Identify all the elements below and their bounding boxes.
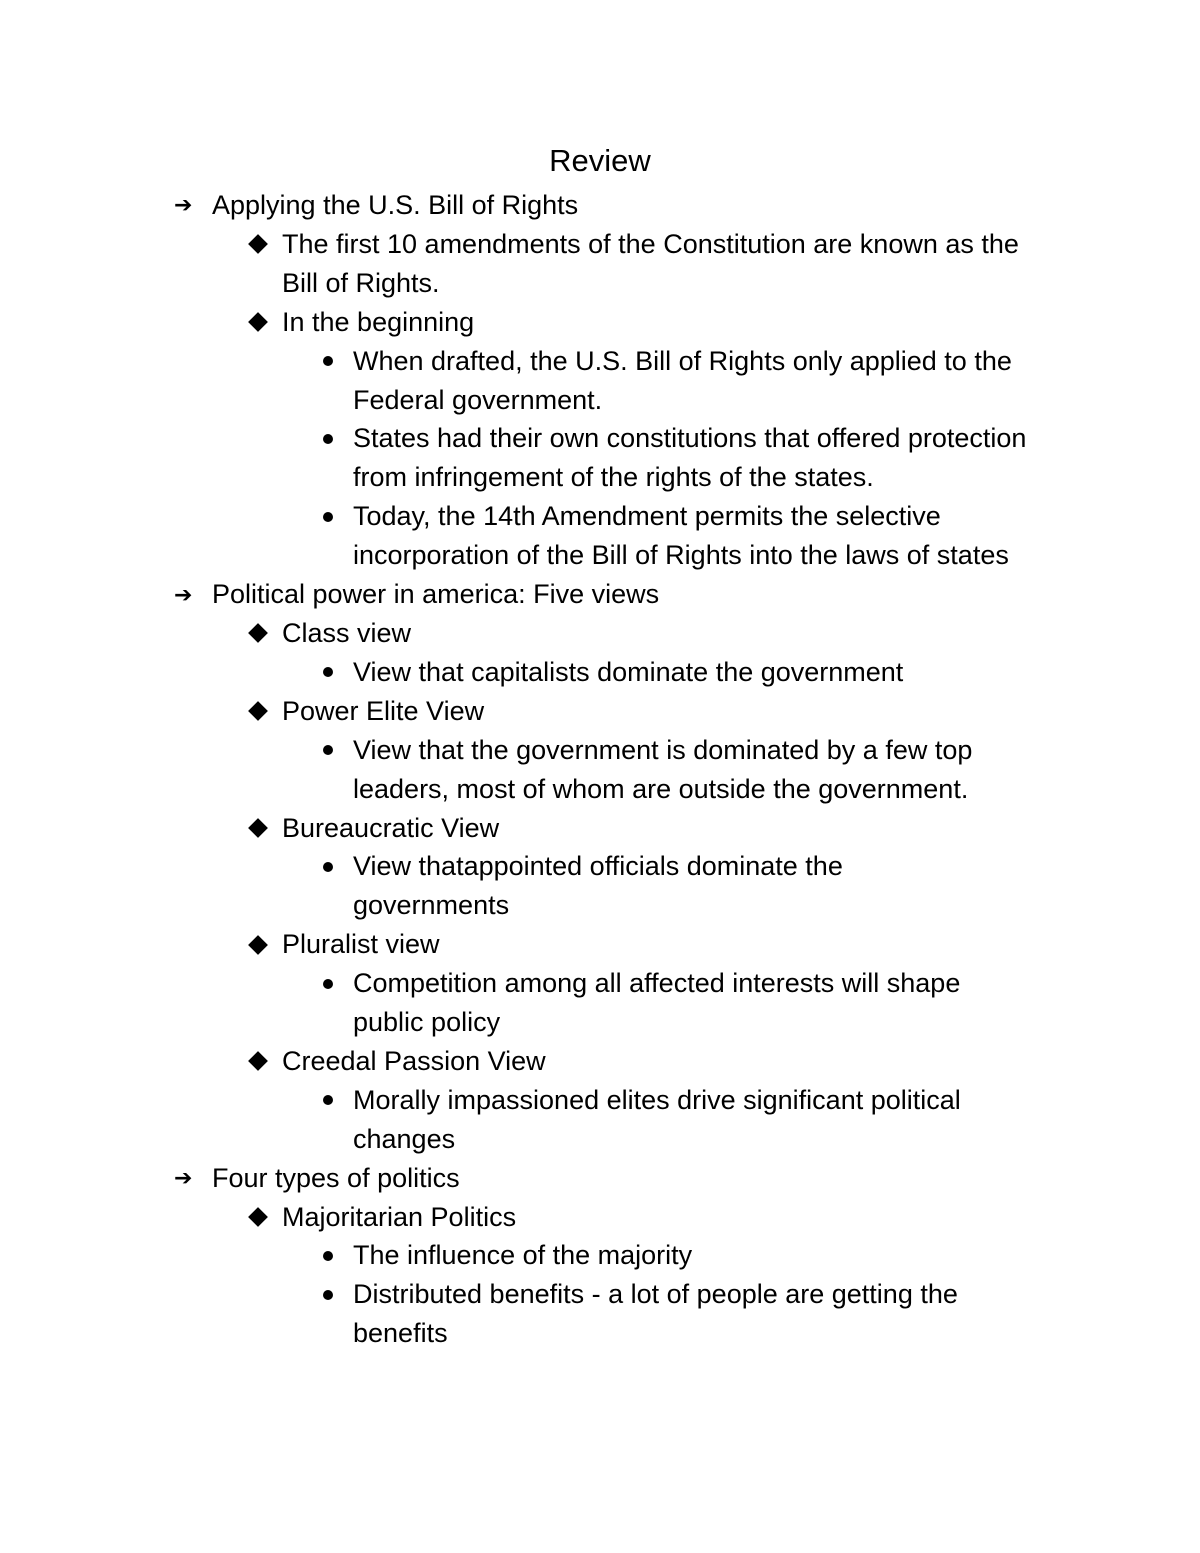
list-item — [0, 614, 1200, 653]
sub-list-item-text: View that capitalists dominate the government — [353, 656, 904, 687]
section-heading-text: Four types of politics — [212, 1162, 460, 1193]
sub-list-item — [0, 1275, 1200, 1353]
arrow-bullet-icon: ➔ — [174, 581, 193, 607]
sub-list-item — [0, 731, 1200, 809]
dot-bullet-icon — [319, 964, 353, 1003]
sub-list-item — [0, 1081, 1200, 1159]
dot-bullet-icon — [319, 653, 353, 692]
sub-list-item-text: Competition among all affected interests will shape public policy — [353, 968, 961, 1038]
dot-bullet-icon — [319, 1236, 353, 1275]
dot-bullet-icon — [319, 731, 353, 770]
sub-list-item-text: Morally impassioned elites drive significant political changes — [353, 1084, 961, 1154]
section-heading — [0, 575, 1200, 614]
sub-list-item-text: View that the government is dominated by a few top leaders, most of whom are outside the government. — [353, 734, 973, 804]
sub-list-item — [0, 964, 1200, 1042]
sub-list-item — [0, 653, 1200, 692]
diamond-bullet-icon — [246, 925, 282, 964]
list-item-text: Power Elite View — [282, 695, 485, 726]
sub-list-item — [0, 419, 1200, 497]
list-item-text: Majoritarian Politics — [282, 1201, 517, 1232]
dot-bullet-icon — [319, 847, 353, 886]
diamond-bullet-icon — [246, 303, 282, 342]
dot-bullet-icon — [319, 342, 353, 381]
arrow-bullet-icon: ➔ — [174, 1165, 193, 1191]
list-item — [0, 303, 1200, 342]
arrow-bullet-icon: ➔ — [174, 192, 193, 218]
section-heading-text: Applying the U.S. Bill of Rights — [212, 190, 579, 220]
sub-list-item-text: Distributed benefits - a lot of people are getting the benefits — [353, 1279, 958, 1349]
list-item — [0, 225, 1200, 303]
list-item — [0, 809, 1200, 848]
dot-bullet-icon — [319, 419, 353, 458]
diamond-bullet-icon — [246, 225, 282, 264]
section-heading — [0, 1159, 1200, 1198]
sub-list-item — [0, 342, 1200, 420]
sub-list-item-text: When drafted, the U.S. Bill of Rights only applied to the Federal government. — [353, 345, 1012, 415]
diamond-bullet-icon — [246, 692, 282, 731]
list-item-text: In the beginning — [282, 306, 475, 337]
list-item — [0, 925, 1200, 964]
sub-list-item-text: States had their own constitutions that offered protection from infringement of the rights of the states. — [353, 423, 1027, 493]
sub-list-item — [0, 497, 1200, 575]
sub-list-item — [0, 1236, 1200, 1275]
section-heading-text: Political power in america: Five views — [212, 579, 660, 610]
list-item — [0, 1198, 1200, 1237]
outline-list — [0, 186, 1200, 1353]
diamond-bullet-icon — [246, 1198, 282, 1237]
list-item — [0, 1042, 1200, 1081]
dot-bullet-icon — [319, 1081, 353, 1120]
diamond-bullet-icon — [246, 809, 282, 848]
list-item-text: Pluralist view — [282, 929, 440, 960]
sub-list-item — [0, 847, 1200, 925]
dot-bullet-icon — [319, 497, 353, 536]
page-title: Review — [549, 143, 651, 178]
list-item-text: Creedal Passion View — [282, 1045, 546, 1076]
list-item-text: Class view — [282, 617, 412, 648]
sub-list-item-text: Today, the 14th Amendment permits the selective incorporation of the Bill of Rights into the laws of states — [353, 501, 1009, 571]
diamond-bullet-icon — [246, 614, 282, 653]
list-item-text: The first 10 amendments of the Constitution are known as the Bill of Rights. — [282, 228, 1019, 298]
section-heading — [0, 186, 1200, 225]
diamond-bullet-icon — [246, 1042, 282, 1081]
list-item-text: Bureaucratic View — [282, 812, 500, 843]
dot-bullet-icon — [319, 1275, 353, 1314]
sub-list-item-text: View thatappointed officials dominate the governments — [353, 851, 843, 921]
list-item — [0, 692, 1200, 731]
sub-list-item-text: The influence of the majority — [353, 1240, 693, 1271]
